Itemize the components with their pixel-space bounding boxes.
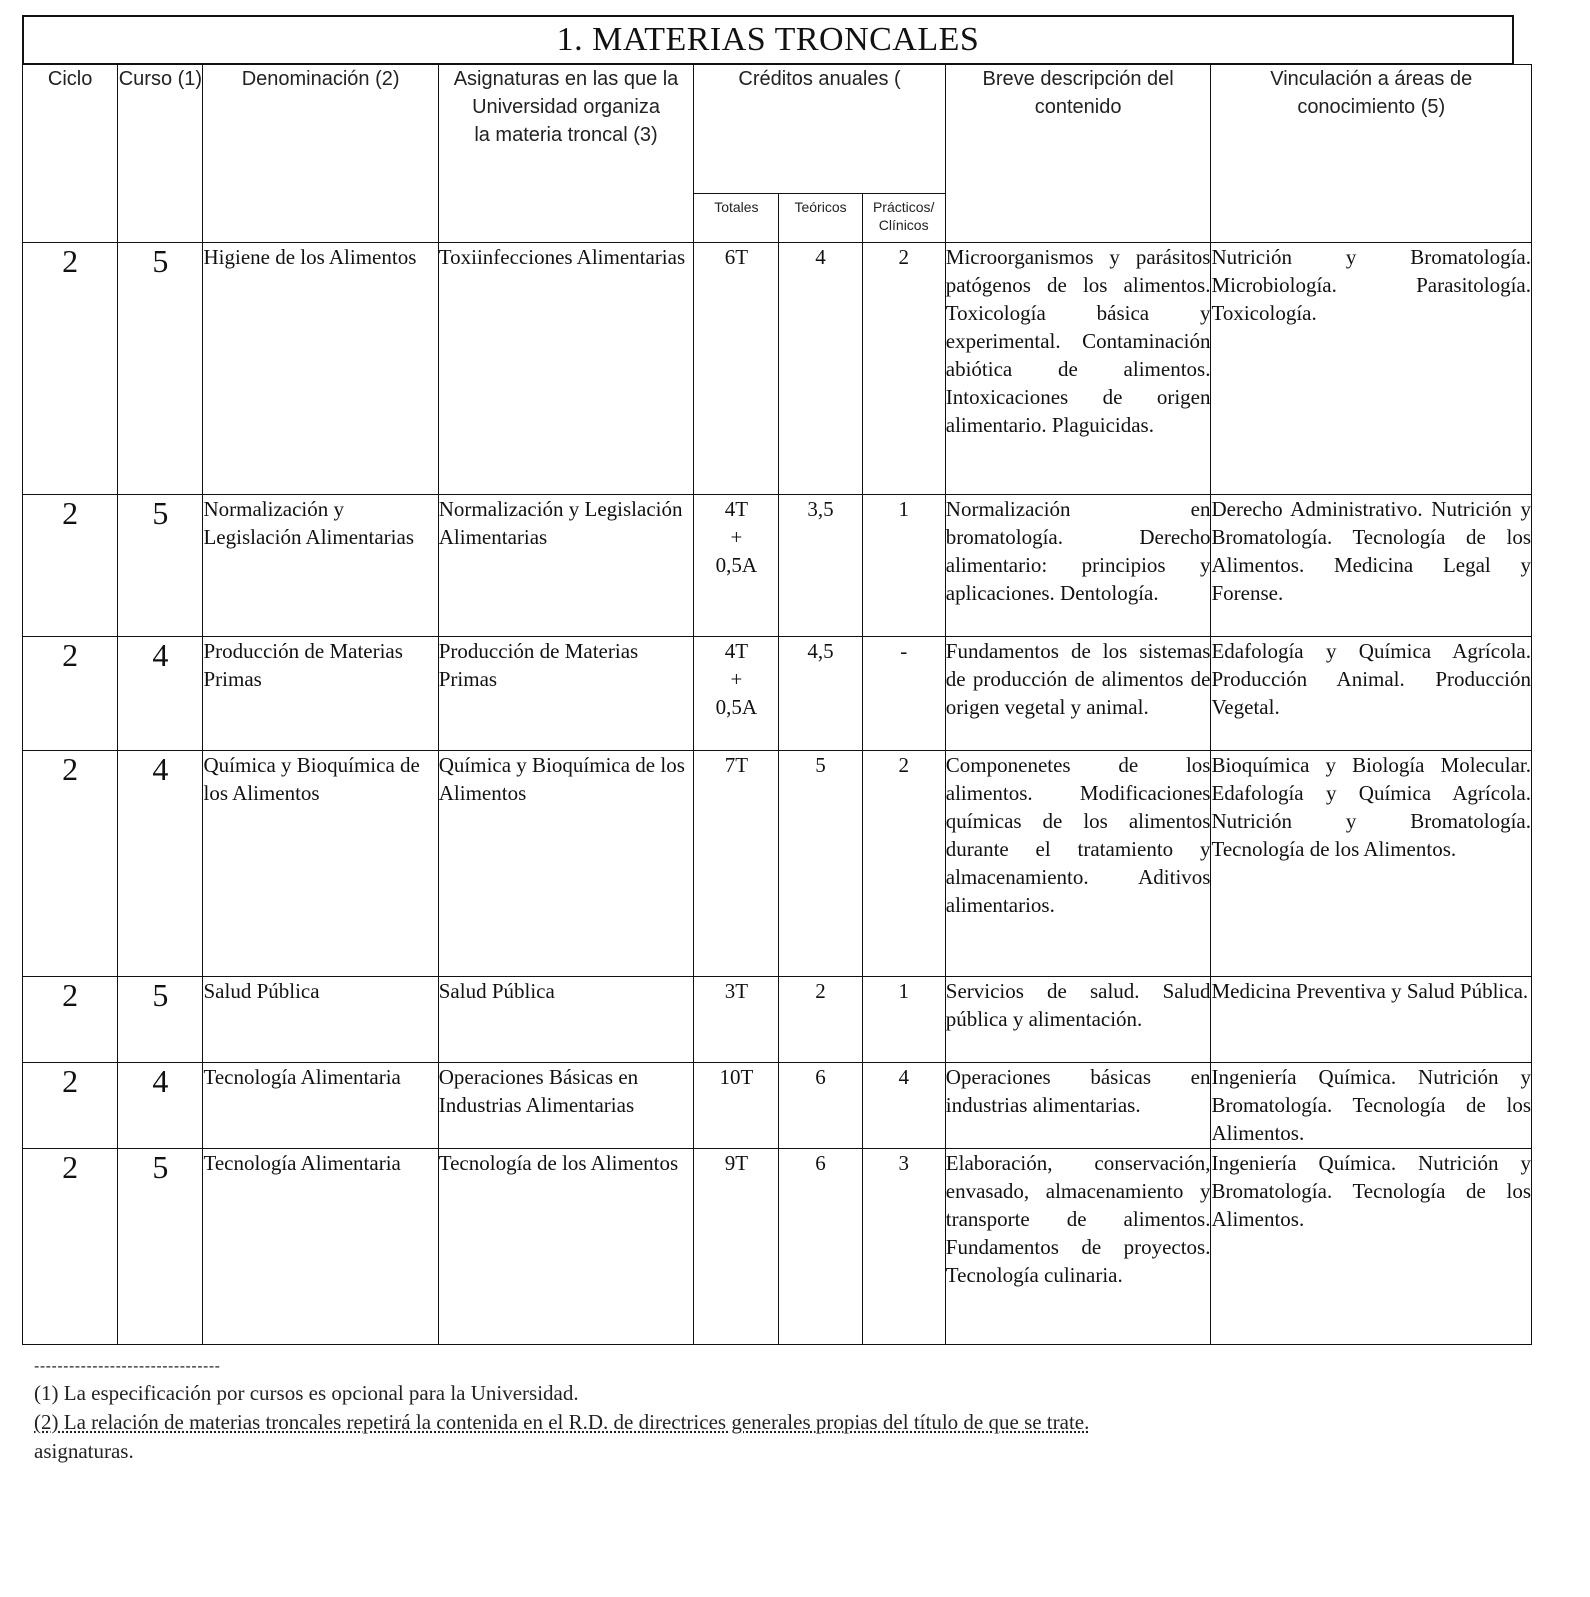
cell-teoricos: 4,5 — [779, 637, 862, 751]
cell-denominacion: Salud Pública — [203, 977, 438, 1063]
cell-totales: 7T — [694, 751, 779, 977]
header-descripcion: Breve descripción del contenido — [945, 65, 1211, 243]
cell-practicos: 1 — [862, 977, 945, 1063]
cell-curso: 5 — [118, 243, 203, 495]
cell-denominacion: Tecnología Alimentaria — [203, 1149, 438, 1345]
cell-totales: 9T — [694, 1149, 779, 1345]
footnote-2: (2) La relación de materias troncales repetirá la contenida en el R.D. de directrices generales propias del título de que se trate. — [34, 1410, 1090, 1434]
cell-vinculacion: Edafología y Química Agrícola. Producción Animal. Producción Vegetal. — [1211, 637, 1532, 751]
header-curso: Curso (1) — [118, 65, 203, 243]
header-ciclo: Ciclo — [23, 65, 118, 243]
header-creditos: Créditos anuales ( — [694, 65, 945, 194]
cell-denominacion: Normalización y Legislación Alimentarias — [203, 495, 438, 637]
header-vinculacion: Vinculación a áreas de conocimiento (5) — [1211, 65, 1532, 243]
table-title: 1. MATERIAS TRONCALES — [22, 15, 1514, 65]
cell-asignatura: Toxiinfecciones Alimentarias — [438, 243, 694, 495]
cell-practicos: - — [862, 637, 945, 751]
cell-asignatura: Operaciones Básicas en Industrias Alimentarias — [438, 1063, 694, 1149]
cell-teoricos: 5 — [779, 751, 862, 977]
cell-ciclo: 2 — [23, 977, 118, 1063]
cell-descripcion: Componenetes de los alimentos. Modificaciones químicas de los alimentos durante el tratamiento y almacenamiento. Aditivos alimentarios. — [945, 751, 1211, 977]
table-body — [23, 243, 1532, 1345]
table-row — [23, 751, 1532, 977]
cell-ciclo: 2 — [23, 1149, 118, 1345]
footnote-separator: -------------------------------- — [34, 1358, 221, 1375]
cell-vinculacion: Ingeniería Química. Nutrición y Bromatología. Tecnología de los Alimentos. — [1211, 1063, 1532, 1149]
cell-totales: 4T + 0,5A — [694, 637, 779, 751]
table-row — [23, 637, 1532, 751]
cell-descripcion: Servicios de salud. Salud pública y alimentación. — [945, 977, 1211, 1063]
cell-descripcion: Microorganismos y parásitos patógenos de los alimentos. Toxicología básica y experimental. Contaminación abiótica de alimentos. Intoxicaciones de origen alimentario. Plaguicidas. — [945, 243, 1211, 495]
cell-teoricos: 6 — [779, 1149, 862, 1345]
cell-vinculacion: Bioquímica y Biología Molecular. Edafología y Química Agrícola. Nutrición y Bromatología. Tecnología de los Alimentos. — [1211, 751, 1532, 977]
cell-vinculacion: Nutrición y Bromatología. Microbiología. Parasitología. Toxicología. — [1211, 243, 1532, 495]
cell-denominacion: Química y Bioquímica de los Alimentos — [203, 751, 438, 977]
cell-totales: 4T + 0,5A — [694, 495, 779, 637]
cell-descripcion: Elaboración, conservación, envasado, almacenamiento y transporte de alimentos. Fundamentos de proyectos. Tecnología culinaria. — [945, 1149, 1211, 1345]
cell-denominacion: Producción de Materias Primas — [203, 637, 438, 751]
cell-teoricos: 4 — [779, 243, 862, 495]
footnote-1: (1) La especificación por cursos es opcional para la Universidad. — [34, 1381, 579, 1405]
cell-practicos: 2 — [862, 751, 945, 977]
cell-practicos: 1 — [862, 495, 945, 637]
cell-teoricos: 2 — [779, 977, 862, 1063]
cell-teoricos: 3,5 — [779, 495, 862, 637]
cell-ciclo: 2 — [23, 243, 118, 495]
cell-ciclo: 2 — [23, 751, 118, 977]
header-totales: Totales — [694, 194, 779, 243]
cell-descripcion: Fundamentos de los sistemas de producción de alimentos de origen vegetal y animal. — [945, 637, 1211, 751]
cell-asignatura: Tecnología de los Alimentos — [438, 1149, 694, 1345]
cell-asignatura: Química y Bioquímica de los Alimentos — [438, 751, 694, 977]
cell-practicos: 2 — [862, 243, 945, 495]
cell-curso: 4 — [118, 1063, 203, 1149]
footnote-3: asignaturas. — [34, 1439, 134, 1463]
table-row — [23, 495, 1532, 637]
cell-curso: 5 — [118, 1149, 203, 1345]
table-row — [23, 977, 1532, 1063]
cell-curso: 5 — [118, 495, 203, 637]
header-asignaturas-line1: Asignaturas en las que la Universidad organiza — [453, 68, 679, 118]
cell-asignatura: Salud Pública — [438, 977, 694, 1063]
header-asignaturas — [438, 65, 694, 243]
table-row — [23, 1063, 1532, 1149]
cell-asignatura: Producción de Materias Primas — [438, 637, 694, 751]
cell-denominacion: Higiene de los Alimentos — [203, 243, 438, 495]
table-row — [23, 243, 1532, 495]
cell-totales: 10T — [694, 1063, 779, 1149]
cell-vinculacion: Derecho Administrativo. Nutrición y Bromatología. Tecnología de los Alimentos. Medicina Legal y Forense. — [1211, 495, 1532, 637]
cell-vinculacion: Ingeniería Química. Nutrición y Bromatología. Tecnología de los Alimentos. — [1211, 1149, 1532, 1345]
cell-ciclo: 2 — [23, 1063, 118, 1149]
cell-vinculacion: Medicina Preventiva y Salud Pública. — [1211, 977, 1532, 1063]
cell-totales: 6T — [694, 243, 779, 495]
cell-descripcion: Normalización en bromatología. Derecho alimentario: principios y aplicaciones. Dentología. — [945, 495, 1211, 637]
cell-curso: 4 — [118, 751, 203, 977]
cell-practicos: 4 — [862, 1063, 945, 1149]
materias-troncales-table — [22, 64, 1532, 1345]
header-asignaturas-line2: la materia troncal (3) — [474, 124, 658, 146]
cell-denominacion: Tecnología Alimentaria — [203, 1063, 438, 1149]
cell-ciclo: 2 — [23, 637, 118, 751]
cell-asignatura: Normalización y Legislación Alimentarias — [438, 495, 694, 637]
table-row — [23, 1149, 1532, 1345]
cell-practicos: 3 — [862, 1149, 945, 1345]
cell-curso: 4 — [118, 637, 203, 751]
cell-descripcion: Operaciones básicas en industrias alimentarias. — [945, 1063, 1211, 1149]
cell-totales: 3T — [694, 977, 779, 1063]
cell-teoricos: 6 — [779, 1063, 862, 1149]
cell-curso: 5 — [118, 977, 203, 1063]
cell-ciclo: 2 — [23, 495, 118, 637]
header-teoricos: Teóricos — [779, 194, 862, 243]
header-practicos: Prácticos/ Clínicos — [862, 194, 945, 243]
header-denominacion: Denominación (2) — [203, 65, 438, 243]
